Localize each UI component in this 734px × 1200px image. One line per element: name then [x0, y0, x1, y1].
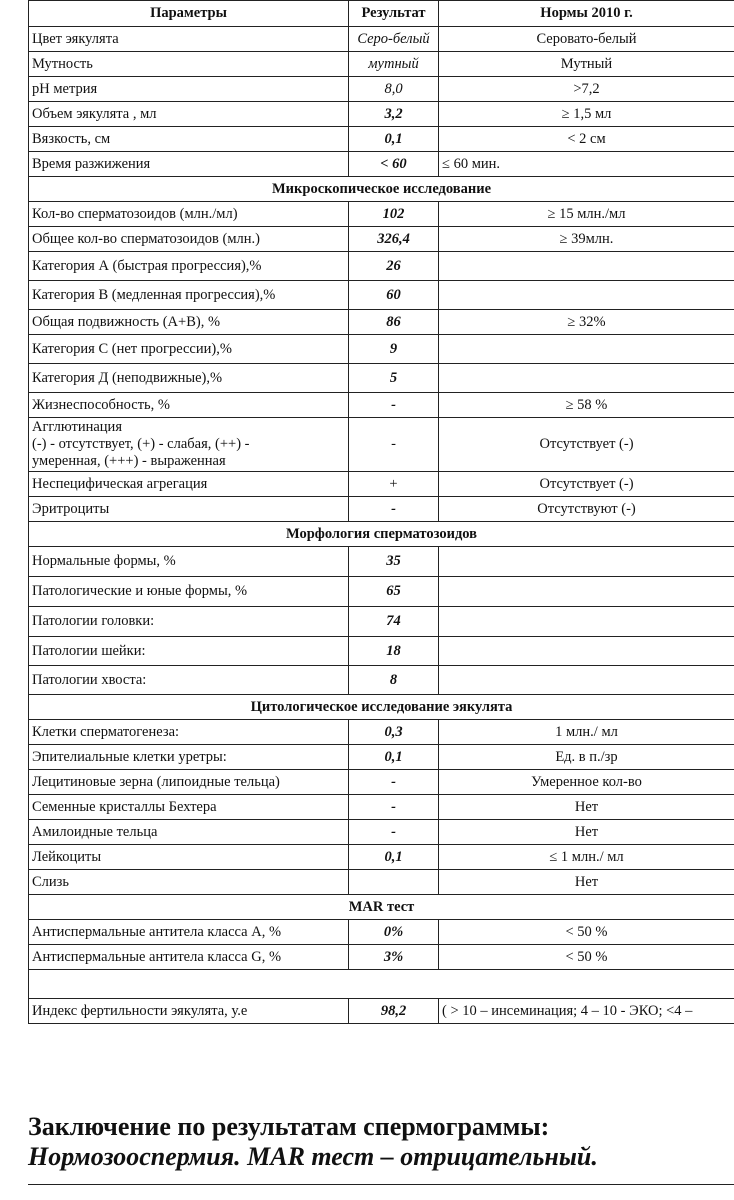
table-row	[29, 820, 734, 845]
section-row	[29, 522, 734, 547]
norm-cell: ≤ 1 млн./ мл	[439, 845, 734, 870]
table-header-row	[29, 1, 734, 27]
norm-cell: Нет	[439, 820, 734, 845]
table-row	[29, 227, 734, 252]
norm-cell: Ед. в п./зр	[439, 745, 734, 770]
header-param: Параметры	[29, 1, 349, 27]
norm-cell	[439, 281, 734, 310]
table-row	[29, 795, 734, 820]
table-row	[29, 745, 734, 770]
result-cell: -	[349, 497, 439, 522]
norm-cell: ≥ 39млн.	[439, 227, 734, 252]
result-cell: 0,1	[349, 745, 439, 770]
result-cell: 86	[349, 310, 439, 335]
norm-cell: Мутный	[439, 52, 734, 77]
table-row	[29, 845, 734, 870]
norm-cell: Нет	[439, 870, 734, 895]
result-cell: 326,4	[349, 227, 439, 252]
param-cell: pH метрия	[29, 77, 349, 102]
norm-cell: Умеренное кол-во	[439, 770, 734, 795]
table-row	[29, 497, 734, 522]
norm-cell: 1 млн./ мл	[439, 720, 734, 745]
result-cell: 5	[349, 364, 439, 393]
header-norm: Нормы 2010 г.	[439, 1, 734, 27]
param-cell: Клетки сперматогенеза:	[29, 720, 349, 745]
table-row	[29, 999, 734, 1024]
param-cell: Антиспермальные антитела класса А, %	[29, 920, 349, 945]
table-row	[29, 364, 734, 393]
param-cell: Патологии головки:	[29, 607, 349, 637]
blank-row	[29, 970, 734, 999]
param-cell: Эпителиальные клетки уретры:	[29, 745, 349, 770]
param-cell: Лейкоциты	[29, 845, 349, 870]
norm-cell	[439, 547, 734, 577]
param-cell: Цвет эякулята	[29, 27, 349, 52]
param-cell: Общее кол-во сперматозоидов (млн.)	[29, 227, 349, 252]
result-cell: Серо-белый	[349, 27, 439, 52]
param-cell: Лецитиновые зерна (липоидные тельца)	[29, 770, 349, 795]
param-cell: Патологии шейки:	[29, 637, 349, 666]
norm-cell	[439, 335, 734, 364]
result-cell: мутный	[349, 52, 439, 77]
norm-cell: Серовато-белый	[439, 27, 734, 52]
result-cell	[349, 870, 439, 895]
section-title: Микроскопическое исследование	[29, 177, 734, 202]
param-cell: Слизь	[29, 870, 349, 895]
result-cell: 8,0	[349, 77, 439, 102]
section-title: Морфология сперматозоидов	[29, 522, 734, 547]
table-row	[29, 607, 734, 637]
param-cell: Семенные кристаллы Бехтера	[29, 795, 349, 820]
param-cell: Мутность	[29, 52, 349, 77]
table-row	[29, 202, 734, 227]
table-row	[29, 666, 734, 695]
param-cell: Объем эякулята , мл	[29, 102, 349, 127]
result-cell: +	[349, 472, 439, 497]
result-cell: 3,2	[349, 102, 439, 127]
conclusion-title: Заключение по результатам спермограммы:	[28, 1112, 550, 1141]
norm-cell	[439, 252, 734, 281]
result-cell: 18	[349, 637, 439, 666]
table-row	[29, 152, 734, 177]
norm-cell: Отсутствует (-)	[439, 472, 734, 497]
table-row	[29, 52, 734, 77]
table-row	[29, 945, 734, 970]
param-cell: Категория С (нет прогрессии),%	[29, 335, 349, 364]
result-cell: 102	[349, 202, 439, 227]
param-cell: Эритроциты	[29, 497, 349, 522]
norm-cell	[439, 364, 734, 393]
norm-cell: ≥ 58 %	[439, 393, 734, 418]
table-body	[29, 1, 734, 1024]
norm-cell: < 50 %	[439, 945, 734, 970]
result-cell: 35	[349, 547, 439, 577]
norm-cell: >7,2	[439, 77, 734, 102]
table-row	[29, 472, 734, 497]
norm-cell	[439, 577, 734, 607]
result-cell: -	[349, 820, 439, 845]
result-cell: 60	[349, 281, 439, 310]
param-cell: Категория Д (неподвижные),%	[29, 364, 349, 393]
norm-cell: Нет	[439, 795, 734, 820]
param-cell: Категория А (быстрая прогрессия),%	[29, 252, 349, 281]
table-row	[29, 418, 734, 472]
table-row	[29, 547, 734, 577]
norm-cell: < 50 %	[439, 920, 734, 945]
norm-cell	[439, 666, 734, 695]
table-row	[29, 770, 734, 795]
table-row	[29, 720, 734, 745]
section-row	[29, 695, 734, 720]
param-cell: Антиспермальные антитела класса G, %	[29, 945, 349, 970]
param-cell: Жизнеспособность, %	[29, 393, 349, 418]
norm-cell: ≤ 60 мин.	[439, 152, 734, 177]
bottom-rule	[28, 1184, 734, 1185]
table-row	[29, 27, 734, 52]
section-row	[29, 895, 734, 920]
result-cell: 8	[349, 666, 439, 695]
norm-cell	[439, 637, 734, 666]
norm-cell: Отсутствует (-)	[439, 418, 734, 472]
section-title: Цитологическое исследование эякулята	[29, 695, 734, 720]
param-cell: Нормальные формы, %	[29, 547, 349, 577]
table-row	[29, 335, 734, 364]
section-row	[29, 177, 734, 202]
param-cell: Индекс фертильности эякулята, у.е	[29, 999, 349, 1024]
result-cell: 74	[349, 607, 439, 637]
table-row	[29, 281, 734, 310]
param-cell: Общая подвижность (А+В), %	[29, 310, 349, 335]
result-cell: -	[349, 393, 439, 418]
table-row	[29, 102, 734, 127]
blank-cell	[29, 970, 734, 999]
table-row	[29, 127, 734, 152]
norm-cell: ≥ 32%	[439, 310, 734, 335]
table-row	[29, 577, 734, 607]
result-cell: 0,3	[349, 720, 439, 745]
param-cell: Амилоидные тельца	[29, 820, 349, 845]
norm-cell: < 2 см	[439, 127, 734, 152]
result-cell: 26	[349, 252, 439, 281]
result-cell: < 60	[349, 152, 439, 177]
result-cell: 0,1	[349, 127, 439, 152]
param-cell: Категория В (медленная прогрессия),%	[29, 281, 349, 310]
param-cell: Время разжижения	[29, 152, 349, 177]
param-cell: Агглютинация (-) - отсутствует, (+) - слабая, (++) - умеренная, (+++) - выраженная	[29, 418, 349, 472]
table-row	[29, 920, 734, 945]
result-cell: 98,2	[349, 999, 439, 1024]
norm-cell	[439, 607, 734, 637]
table-row	[29, 393, 734, 418]
header-result: Результат	[349, 1, 439, 27]
param-cell: Патологические и юные формы, %	[29, 577, 349, 607]
result-cell: -	[349, 770, 439, 795]
param-cell: Кол-во сперматозоидов (млн./мл)	[29, 202, 349, 227]
norm-cell: ( > 10 – инсеминация; 4 – 10 - ЭКО; <4 –	[439, 999, 734, 1024]
param-cell: Патологии хвоста:	[29, 666, 349, 695]
result-cell: 0,1	[349, 845, 439, 870]
param-cell: Вязкость, см	[29, 127, 349, 152]
result-cell: 65	[349, 577, 439, 607]
norm-cell: ≥ 1,5 мл	[439, 102, 734, 127]
result-cell: -	[349, 795, 439, 820]
result-cell: 0%	[349, 920, 439, 945]
norm-cell: Отсутствуют (-)	[439, 497, 734, 522]
norm-cell: ≥ 15 млн./мл	[439, 202, 734, 227]
result-cell: 3%	[349, 945, 439, 970]
conclusion	[28, 1112, 734, 1172]
table-row	[29, 637, 734, 666]
table-row	[29, 870, 734, 895]
result-cell: 9	[349, 335, 439, 364]
param-cell: Неспецифическая агрегация	[29, 472, 349, 497]
table-row	[29, 77, 734, 102]
conclusion-diagnosis: Нормозооспермия. MAR тест – отрицательный.	[28, 1142, 598, 1171]
section-title: MAR тест	[29, 895, 734, 920]
table-row	[29, 252, 734, 281]
spermogram-table	[28, 0, 734, 1024]
result-cell: -	[349, 418, 439, 472]
table-row	[29, 310, 734, 335]
